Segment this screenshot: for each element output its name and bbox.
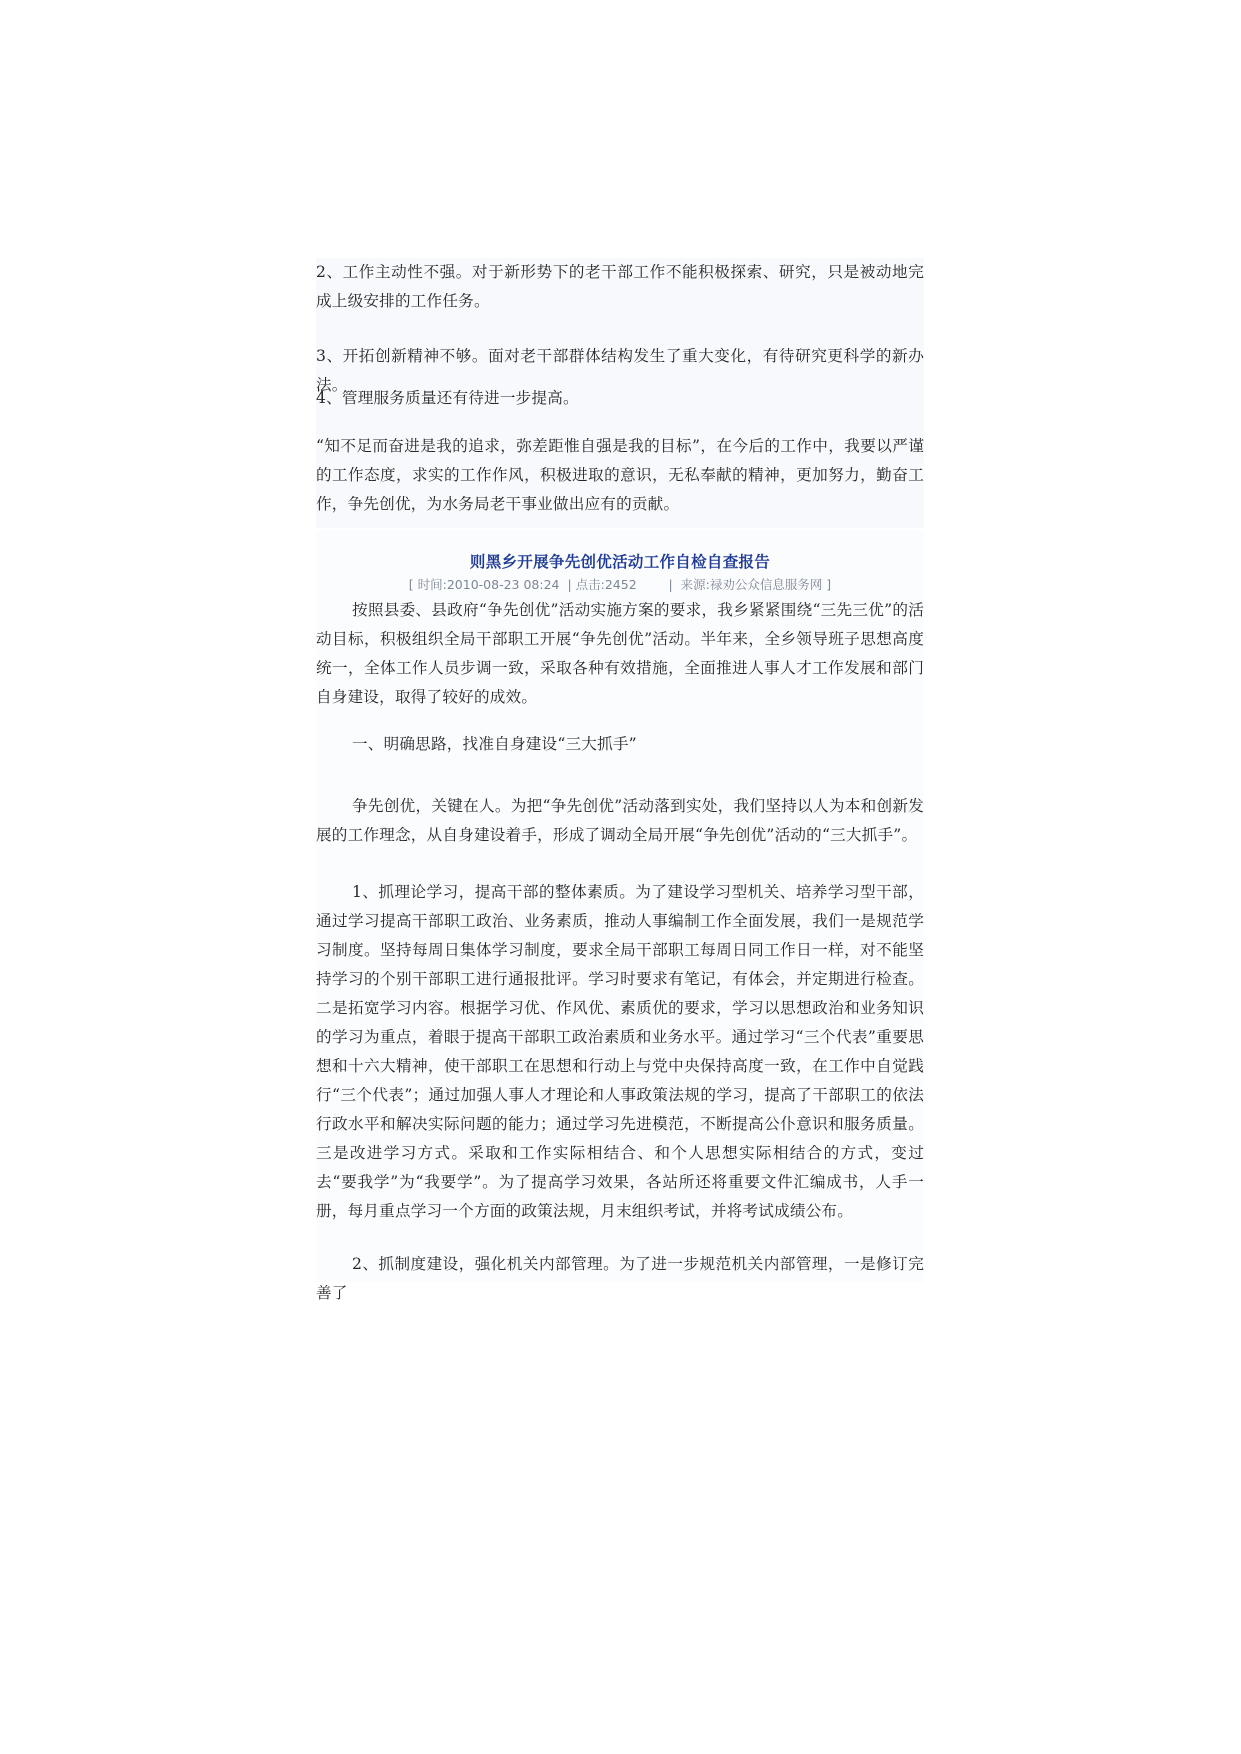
article-paragraph-intro: 按照县委、县政府“争先创优”活动实施方案的要求，我乡紧紧围绕“三先三优”的活动目标，积极组织全局干部职工开展“争先创优”活动。半年来，全乡领导班子思想高度统一，全体工作人员步调一致，采取各种有效措施，全面推进人事人才工作发展和部门自身建设，取得了较好的成效。 bbox=[316, 601, 924, 706]
paragraph-conclusion: “知不足而奋进是我的追求，弥差距惟自强是我的目标”，在今后的工作中，我要以严谨的工作态度，求实的工作作风，积极进取的意识，无私奉献的精神，更加努力，勤奋工作，争先创优，为水务局老干事业做出应有的贡献。 bbox=[316, 437, 924, 513]
meta-source: | 来源:禄劝公众信息服务网 ] bbox=[668, 577, 832, 592]
article-paragraph-key: 争先创优，关键在人。为把“争先创优”活动落到实处，我们坚持以人为本和创新发展的工作理念，从自身建设着手，形成了调动全局开展“争先创优”活动的“三大抓手”。 bbox=[316, 797, 924, 844]
article-section-heading: 一、明确思路，找准自身建设“三大抓手” bbox=[352, 735, 637, 753]
previous-article-section bbox=[316, 258, 924, 528]
article-paragraph-system: 2、抓制度建设，强化机关内部管理。为了进一步规范机关内部管理，一是修订完善了 bbox=[316, 1255, 924, 1302]
article-section bbox=[316, 530, 924, 1302]
meta-clicks: | 点击:2452 bbox=[567, 577, 637, 592]
meta-time: [ 时间:2010-08-23 08:24 bbox=[408, 577, 560, 592]
article-paragraph-study: 1、抓理论学习，提高干部的整体素质。为了建设学习型机关、培养学习型干部，通过学习提高干部职工政治、业务素质，推动人事编制工作全面发展，我们一是规范学习制度。坚持每周日集体学习制度，要求全局干部职工每周日同工作日一样，对不能坚持学习的个别干部职工进行通报批评。学习时要求有笔记，有体会，并定期进行检查。二是拓宽学习内容。根据学习优、作风优、素质优的要求，学习以思想政治和业务知识的学习为重点，着眼于提高干部职工政治素质和业务水平。通过学习“三个代表”重要思想和十六大精神，使干部职工在思想和行动上与党中央保持高度一致，在工作中自觉践行“三个代表”；通过加强人事人才理论和人事政策法规的学习，提高了干部职工的依法行政水平和解决实际问题的能力；通过学习先进模范，不断提高公仆意识和服务质量。三是改进学习方式。采取和工作实际相结合、和个人思想实际相结合的方式，变过去“要我学”为“我要学”。为了提高学习效果，各站所还将重要文件汇编成书，人手一册，每月重点学习一个方面的政策法规，月末组织考试，并将考试成绩公布。 bbox=[316, 883, 924, 1220]
article-title: 则黑乡开展争先创优活动工作自检自查报告 bbox=[469, 552, 771, 571]
article-meta bbox=[316, 575, 924, 593]
paragraph-item-3: 3、开拓创新精神不够。面对老干部群体结构发生了重大变化，有待研究更科学的新办法。 bbox=[316, 347, 924, 394]
paragraph-item-2: 2、工作主动性不强。对于新形势下的老干部工作不能积极探索、研究，只是被动地完成上级安排的工作任务。 bbox=[316, 263, 924, 310]
paragraph-item-4: 4、管理服务质量还有待进一步提高。 bbox=[316, 389, 579, 407]
